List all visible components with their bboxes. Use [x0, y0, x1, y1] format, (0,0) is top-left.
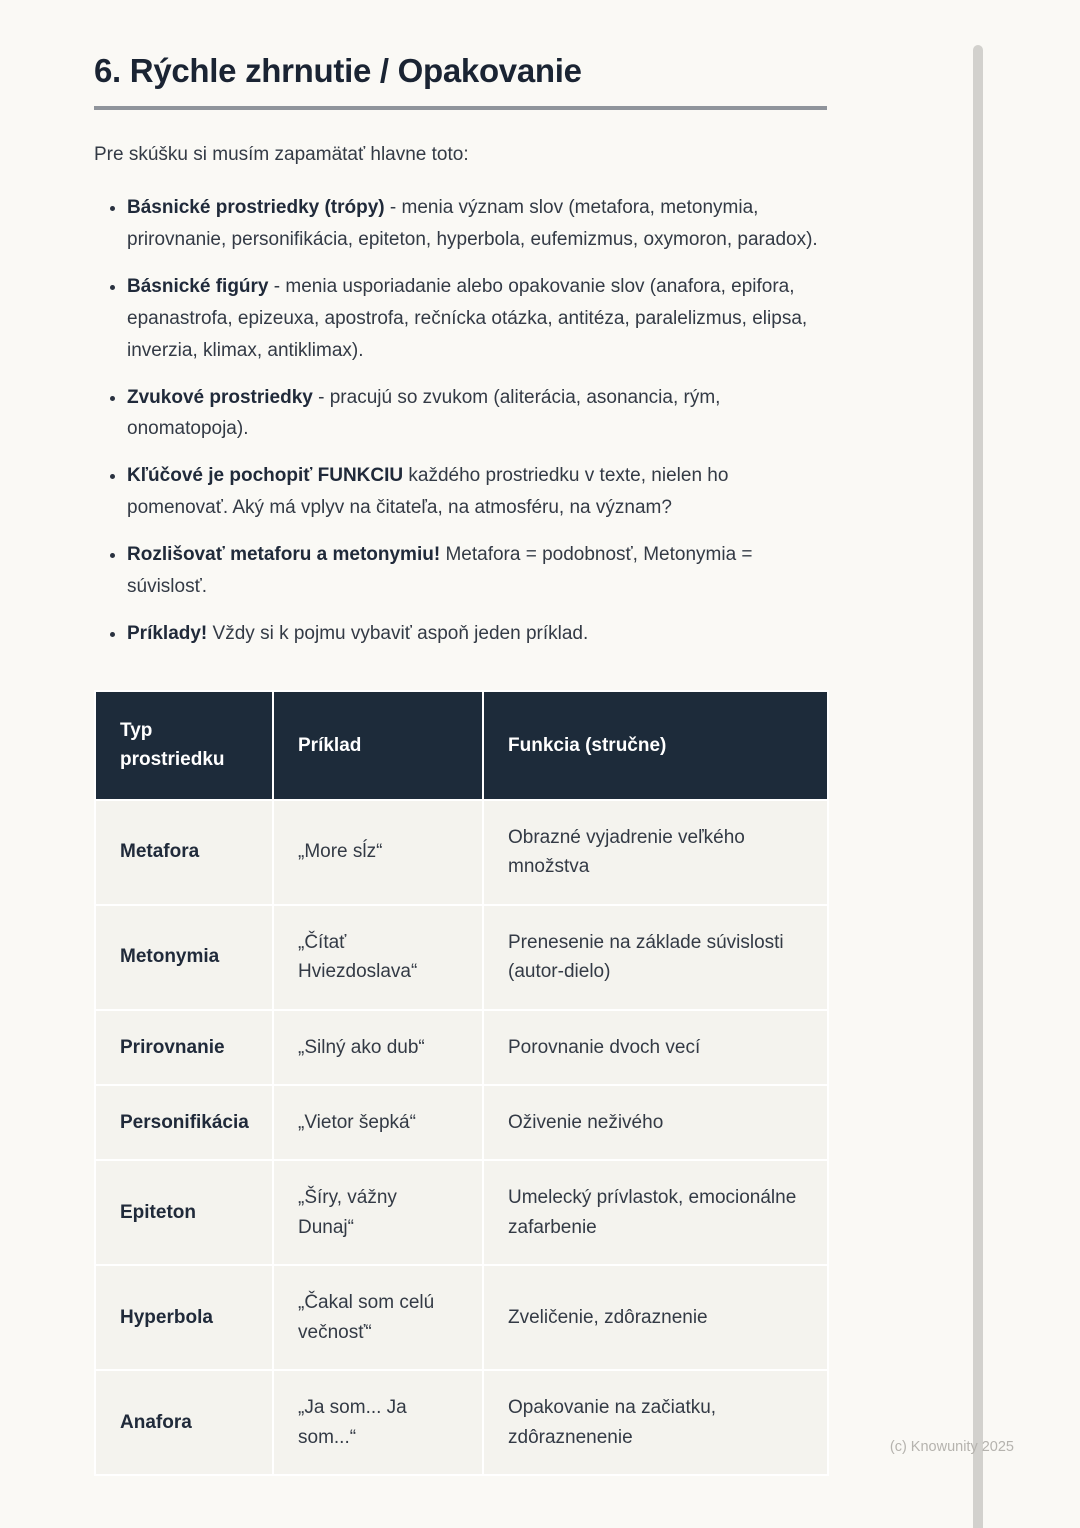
cell-type: Hyperbola — [95, 1265, 273, 1370]
watermark: (c) Knowunity 2025 — [889, 1439, 1014, 1455]
bullet-lead: Zvukové prostriedky — [127, 386, 313, 408]
bullet-body: - pracujú so zvukom (aliterácia, asonancia, rým, onomatopoja). — [127, 386, 721, 440]
cell-function: Porovnanie dvoch vecí — [483, 1010, 828, 1085]
summary-table — [94, 690, 829, 1476]
column-header-example: Príklad — [273, 691, 483, 800]
column-header-function: Funkcia (stručne) — [483, 691, 828, 800]
table-row — [95, 905, 828, 1010]
list-item — [127, 460, 827, 524]
cell-type: Epiteton — [95, 1160, 273, 1265]
table-header-row — [95, 691, 828, 800]
cell-example: „Čítať Hviezdoslava“ — [273, 905, 483, 1010]
bullet-lead: Básnické prostriedky (trópy) — [127, 197, 385, 218]
cell-type: Metafora — [95, 800, 273, 905]
summary-list — [94, 192, 827, 650]
document-content — [94, 52, 827, 1476]
scrollbar-thumb[interactable] — [973, 45, 983, 1528]
list-item — [127, 192, 827, 256]
bullet-body: - menia usporiadanie alebo opakovanie slov (anafora, epifora, epanastrofa, epizeuxa, apostrofa, rečnícka otázka, antitéza, paralelizmus, elipsa, inverzia, klimax, antiklimax). — [127, 275, 808, 361]
cell-type: Metonymia — [95, 905, 273, 1010]
cell-function: Opakovanie na začiatku, zdôraznenenie — [483, 1370, 828, 1475]
cell-example: „Silný ako dub“ — [273, 1010, 483, 1085]
table-row — [95, 800, 828, 905]
cell-example: „Ja som... Ja som...“ — [273, 1370, 483, 1475]
page-title: 6. Rýchle zhrnutie / Opakovanie — [94, 52, 582, 89]
bullet-lead: Rozlišovať metaforu a metonymiu! — [127, 544, 441, 566]
bullet-body: - menia význam slov (metafora, metonymia, prirovnanie, personifikácia, epiteton, hyperbola, eufemizmus, oxymoron, paradox). — [127, 197, 818, 250]
title-divider — [94, 106, 827, 110]
bullet-lead: Básnické figúry — [127, 275, 269, 297]
cell-example: „More sĺz“ — [273, 800, 483, 905]
list-item — [127, 618, 827, 650]
bullet-body: každého prostriedku v texte, nielen ho pomenovať. Aký má vplyv na čitateľa, na atmosféru, na význam? — [127, 465, 729, 519]
cell-function: Prenesenie na základe súvislosti (autor-dielo) — [483, 905, 828, 1010]
cell-function: Obrazné vyjadrenie veľkého množstva — [483, 800, 828, 905]
cell-type: Personifikácia — [95, 1085, 273, 1160]
cell-example: „Vietor šepká“ — [273, 1085, 483, 1160]
intro-text: Pre skúšku si musím zapamätať hlavne toto: — [94, 144, 469, 165]
list-item — [127, 539, 827, 603]
bullet-body: Metafora = podobnosť, Metonymia = súvislosť. — [127, 544, 753, 598]
bullet-lead: Kľúčové je pochopiť FUNKCIU — [127, 465, 404, 487]
table-row — [95, 1370, 828, 1475]
cell-type: Anafora — [95, 1370, 273, 1475]
list-item — [127, 271, 827, 367]
cell-example: „Šíry, vážny Dunaj“ — [273, 1160, 483, 1265]
table-row — [95, 1010, 828, 1085]
cell-type: Prirovnanie — [95, 1010, 273, 1085]
bullet-lead: Príklady! — [127, 622, 208, 644]
cell-function: Umelecký prívlastok, emocionálne zafarbenie — [483, 1160, 828, 1265]
scrollbar[interactable] — [970, 0, 986, 1528]
bullet-body: Vždy si k pojmu vybaviť aspoň jeden príklad. — [207, 622, 589, 644]
column-header-type: Typ prostriedku — [95, 691, 273, 800]
table-row — [95, 1265, 828, 1370]
cell-function: Zveličenie, zdôraznenie — [483, 1265, 828, 1370]
list-item — [127, 382, 827, 446]
cell-example: „Čakal som celú večnosť“ — [273, 1265, 483, 1370]
cell-function: Oživenie neživého — [483, 1085, 828, 1160]
table-row — [95, 1085, 828, 1160]
table-row — [95, 1160, 828, 1265]
